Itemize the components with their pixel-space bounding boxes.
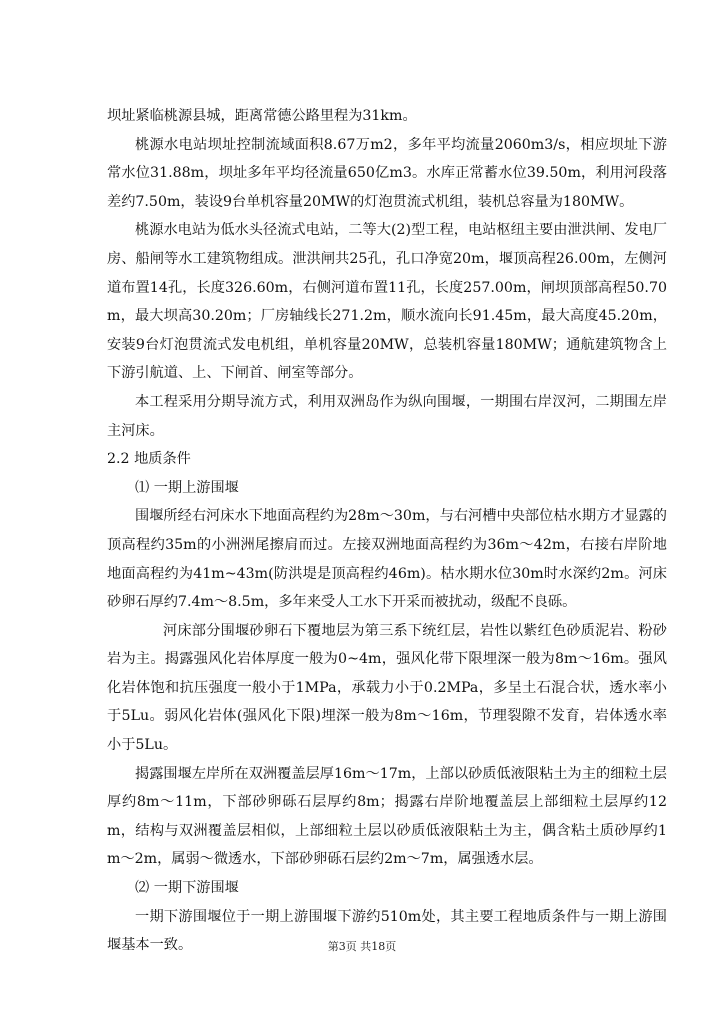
paragraph-downstream: 一期下游围堰位于一期上游围堰下游约510m处，其主要工程地质条件与一期上游围堰基本一致。 <box>107 908 667 954</box>
paragraph-riverbed-elevation: 围堰所经右河床水下地面高程约为28m～30m，与右河槽中央部位枯水期方才显露的顶高程约35m的小洲洲尾擦肩而过。左接双洲地面高程约为36m～42m，右接右岸阶地地面高程约为41m~43m(防洪堤是顶高程约46m)。枯水期水位30m时水深约2m。河床砂卵石厚约7.4m～8.5m，多年来受人工水下开采而被扰动，级配不良砾。 <box>107 508 667 611</box>
subsection-heading-upstream: ⑴ 一期上游围堰 <box>135 479 239 496</box>
page-footer: 第3页 共18页 <box>327 940 397 953</box>
paragraph-diversion: 本工程采用分期导流方式，利用双洲岛作为纵向围堰，一期围右岸汊河，二期围左岸主河床。 <box>107 393 667 439</box>
paragraph-bedrock: 河床部分围堰砂卵石下覆地层为第三系下统红层，岩性以紫红色砂质泥岩、粉砂岩为主。揭露强风化岩体厚度一般为0~4m，强风化带下限埋深一般为8m～16m。强风化岩体饱和抗压强度一般小于1MPa，承载力小于0.2MPa，多呈土石混合状，透水率小于5Lu。弱风化岩体(强风化下限)埋深一般为8m～16m，节理裂隙不发育，岩体透水率小于5Lu。 <box>107 622 667 754</box>
subsection-heading-downstream: ⑵ 一期下游围堰 <box>135 880 239 897</box>
section-heading: 2.2 地质条件 <box>107 451 191 468</box>
paragraph-hydrology: 桃源水电站坝址控制流域面积8.67万m2，多年平均流量2060m3/s，相应坝址下游常水位31.88m，坝址多年平均径流量650亿m3。水库正常蓄水位39.50m，利用河段落差约7.50m，装设9台单机容量20MW的灯泡贯流式机组，装机总容量为180MW。 <box>107 136 667 210</box>
paragraph-overburden: 揭露围堰左岸所在双洲覆盖层厚16m～17m，上部以砂质低液限粘土为主的细粒土层厚约8m～11m，下部砂卵砾石层厚约8m；揭露右岸阶地覆盖层上部细粒土层厚约12m，结构与双洲覆盖层相似，上部细粒土层以砂质低液限粘土为主，偶含粘土质砂厚约1m～2m，属弱～微透水，下部砂卵砾石层约2m～7m，属强透水层。 <box>107 765 667 868</box>
document-body <box>107 102 667 960</box>
paragraph-dam-location: 坝址紧临桃源县城，距离常德公路里程为31km。 <box>107 108 417 124</box>
paragraph-station-layout: 桃源水电站为低水头径流式电站，二等大(2)型工程，电站枢纽主要由泄洪闸、发电厂房、船闸等水工建筑物组成。泄洪闸共25孔，孔口净宽20m，堰顶高程26.00m，左侧河道布置14孔，长度326.60m，右侧河道布置11孔，长度257.00m，闸坝顶部高程50.70m，最大坝高30.20m；厂房轴线长271.2m，顺水流向长91.45m，最大高度45.20m，安装9台灯泡贯流式发电机组，单机容量20MW，总装机容量180MW；通航建筑物含上下游引航道、上、下闸首、闸室等部分。 <box>107 222 667 382</box>
